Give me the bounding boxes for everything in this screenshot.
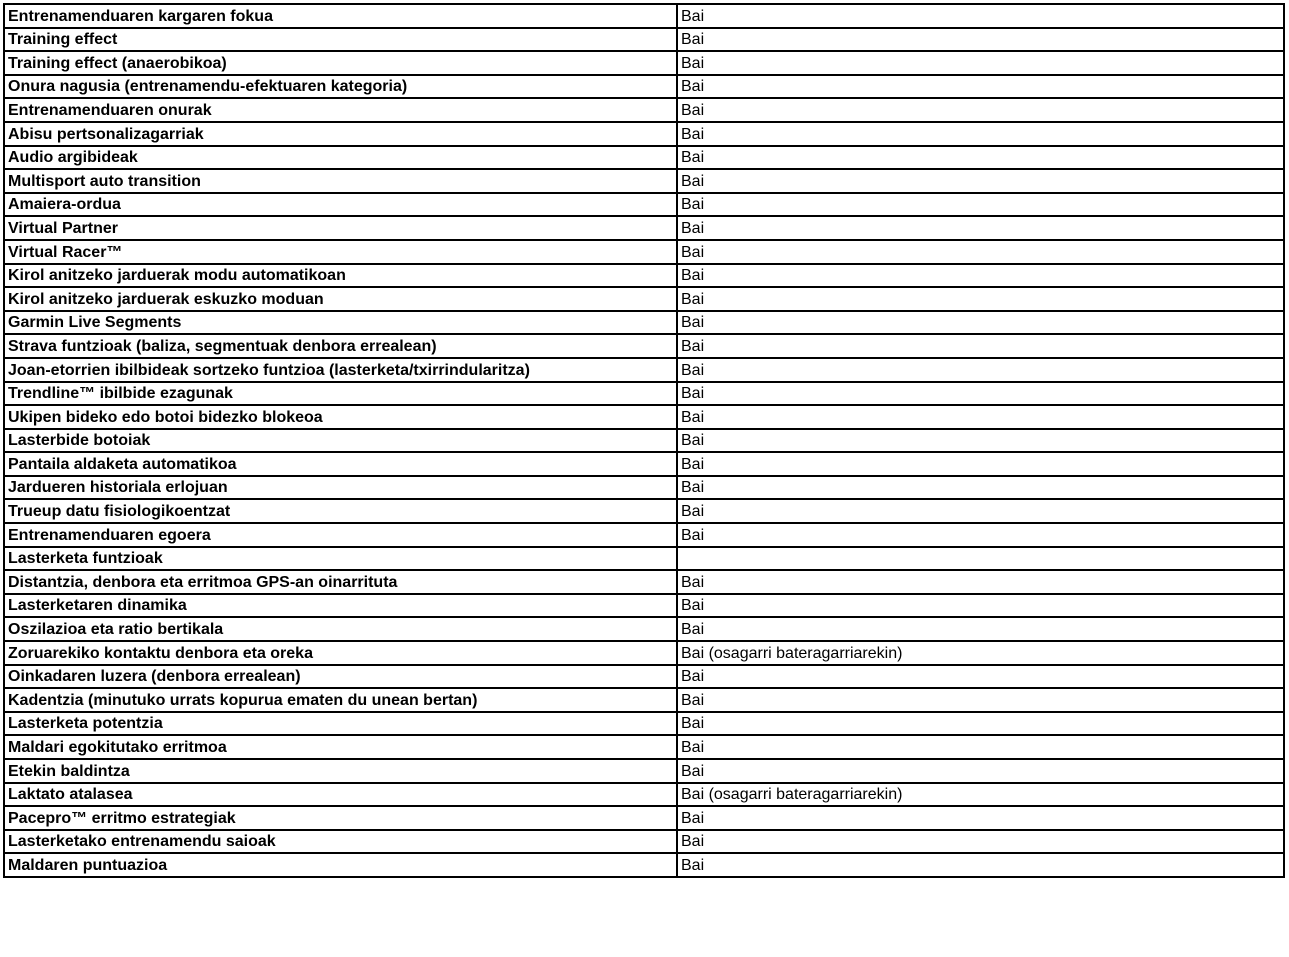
feature-value-cell: Bai [677, 499, 1284, 523]
feature-table-body [4, 4, 1284, 877]
table-row [4, 830, 1284, 854]
feature-value-cell: Bai [677, 735, 1284, 759]
feature-name-cell: Trueup datu fisiologikoentzat [4, 499, 677, 523]
feature-value-cell: Bai [677, 146, 1284, 170]
feature-value-cell: Bai [677, 311, 1284, 335]
table-row [4, 853, 1284, 877]
feature-value-cell: Bai [677, 853, 1284, 877]
feature-value-cell: Bai [677, 334, 1284, 358]
feature-name-cell: Pantaila aldaketa automatikoa [4, 452, 677, 476]
feature-name-cell: Trendline™ ibilbide ezagunak [4, 382, 677, 406]
feature-name-cell: Lasterbide botoiak [4, 429, 677, 453]
table-row [4, 240, 1284, 264]
feature-name-cell: Oinkadaren luzera (denbora errealean) [4, 665, 677, 689]
table-row [4, 476, 1284, 500]
table-row [4, 98, 1284, 122]
feature-value-cell: Bai [677, 28, 1284, 52]
table-row [4, 4, 1284, 28]
feature-name-cell: Oszilazioa eta ratio bertikala [4, 617, 677, 641]
table-row [4, 570, 1284, 594]
table-row [4, 264, 1284, 288]
feature-name-cell: Etekin baldintza [4, 759, 677, 783]
feature-value-cell [677, 547, 1284, 571]
feature-name-cell: Lasterketako entrenamendu saioak [4, 830, 677, 854]
table-row [4, 452, 1284, 476]
table-row [4, 122, 1284, 146]
feature-name-cell: Training effect (anaerobikoa) [4, 51, 677, 75]
feature-name-cell: Entrenamenduaren kargaren fokua [4, 4, 677, 28]
table-row [4, 193, 1284, 217]
table-row [4, 712, 1284, 736]
table-row [4, 51, 1284, 75]
table-row [4, 216, 1284, 240]
feature-name-cell: Laktato atalasea [4, 783, 677, 807]
table-row [4, 665, 1284, 689]
table-row [4, 783, 1284, 807]
feature-name-cell: Jardueren historiala erlojuan [4, 476, 677, 500]
feature-value-cell: Bai [677, 358, 1284, 382]
feature-value-cell: Bai [677, 240, 1284, 264]
feature-name-cell: Maldari egokitutako erritmoa [4, 735, 677, 759]
feature-name-cell: Ukipen bideko edo botoi bidezko blokeoa [4, 405, 677, 429]
feature-value-cell: Bai [677, 75, 1284, 99]
feature-name-cell: Entrenamenduaren egoera [4, 523, 677, 547]
feature-value-cell: Bai (osagarri bateragarriarekin) [677, 783, 1284, 807]
feature-name-cell: Pacepro™ erritmo estrategiak [4, 806, 677, 830]
feature-name-cell: Abisu pertsonalizagarriak [4, 122, 677, 146]
feature-name-cell: Onura nagusia (entrenamendu-efektuaren kategoria) [4, 75, 677, 99]
feature-name-cell: Joan-etorrien ibilbideak sortzeko funtzioa (lasterketa/txirrindularitza) [4, 358, 677, 382]
feature-name-cell: Lasterketa potentzia [4, 712, 677, 736]
feature-value-cell: Bai [677, 429, 1284, 453]
feature-value-cell: Bai [677, 98, 1284, 122]
table-row [4, 146, 1284, 170]
table-row [4, 334, 1284, 358]
feature-value-cell: Bai [677, 830, 1284, 854]
feature-name-cell: Multisport auto transition [4, 169, 677, 193]
feature-name-cell: Audio argibideak [4, 146, 677, 170]
feature-value-cell: Bai (osagarri bateragarriarekin) [677, 641, 1284, 665]
feature-value-cell: Bai [677, 169, 1284, 193]
feature-value-cell: Bai [677, 405, 1284, 429]
table-row [4, 311, 1284, 335]
table-row [4, 287, 1284, 311]
table-row [4, 617, 1284, 641]
feature-value-cell: Bai [677, 617, 1284, 641]
table-row [4, 358, 1284, 382]
feature-name-cell: Distantzia, denbora eta erritmoa GPS-an oinarrituta [4, 570, 677, 594]
feature-name-cell: Kirol anitzeko jarduerak eskuzko moduan [4, 287, 677, 311]
table-row [4, 382, 1284, 406]
feature-value-cell: Bai [677, 594, 1284, 618]
feature-name-cell: Zoruarekiko kontaktu denbora eta oreka [4, 641, 677, 665]
feature-name-cell: Garmin Live Segments [4, 311, 677, 335]
feature-value-cell: Bai [677, 287, 1284, 311]
feature-name-cell: Lasterketaren dinamika [4, 594, 677, 618]
table-row [4, 688, 1284, 712]
table-row [4, 641, 1284, 665]
feature-name-cell: Virtual Racer™ [4, 240, 677, 264]
feature-value-cell: Bai [677, 712, 1284, 736]
feature-name-cell: Kirol anitzeko jarduerak modu automatikoan [4, 264, 677, 288]
feature-value-cell: Bai [677, 476, 1284, 500]
feature-value-cell: Bai [677, 51, 1284, 75]
table-row [4, 759, 1284, 783]
table-row [4, 499, 1284, 523]
feature-name-cell: Kadentzia (minutuko urrats kopurua ematen du unean bertan) [4, 688, 677, 712]
table-row [4, 735, 1284, 759]
feature-value-cell: Bai [677, 122, 1284, 146]
table-row [4, 405, 1284, 429]
feature-table [3, 3, 1285, 878]
feature-value-cell: Bai [677, 759, 1284, 783]
feature-name-cell: Entrenamenduaren onurak [4, 98, 677, 122]
feature-value-cell: Bai [677, 665, 1284, 689]
feature-value-cell: Bai [677, 216, 1284, 240]
table-row [4, 429, 1284, 453]
feature-value-cell: Bai [677, 452, 1284, 476]
feature-name-cell: Strava funtzioak (baliza, segmentuak denbora errealean) [4, 334, 677, 358]
table-row [4, 523, 1284, 547]
feature-value-cell: Bai [677, 688, 1284, 712]
feature-value-cell: Bai [677, 806, 1284, 830]
table-row [4, 806, 1284, 830]
feature-value-cell: Bai [677, 570, 1284, 594]
feature-value-cell: Bai [677, 264, 1284, 288]
feature-value-cell: Bai [677, 193, 1284, 217]
feature-value-cell: Bai [677, 382, 1284, 406]
feature-value-cell: Bai [677, 523, 1284, 547]
feature-name-cell: Maldaren puntuazioa [4, 853, 677, 877]
table-row [4, 594, 1284, 618]
table-row [4, 28, 1284, 52]
table-row [4, 169, 1284, 193]
table-row [4, 75, 1284, 99]
feature-name-cell: Amaiera-ordua [4, 193, 677, 217]
feature-name-cell: Training effect [4, 28, 677, 52]
table-row [4, 547, 1284, 571]
feature-name-cell: Lasterketa funtzioak [4, 547, 677, 571]
feature-value-cell: Bai [677, 4, 1284, 28]
feature-name-cell: Virtual Partner [4, 216, 677, 240]
